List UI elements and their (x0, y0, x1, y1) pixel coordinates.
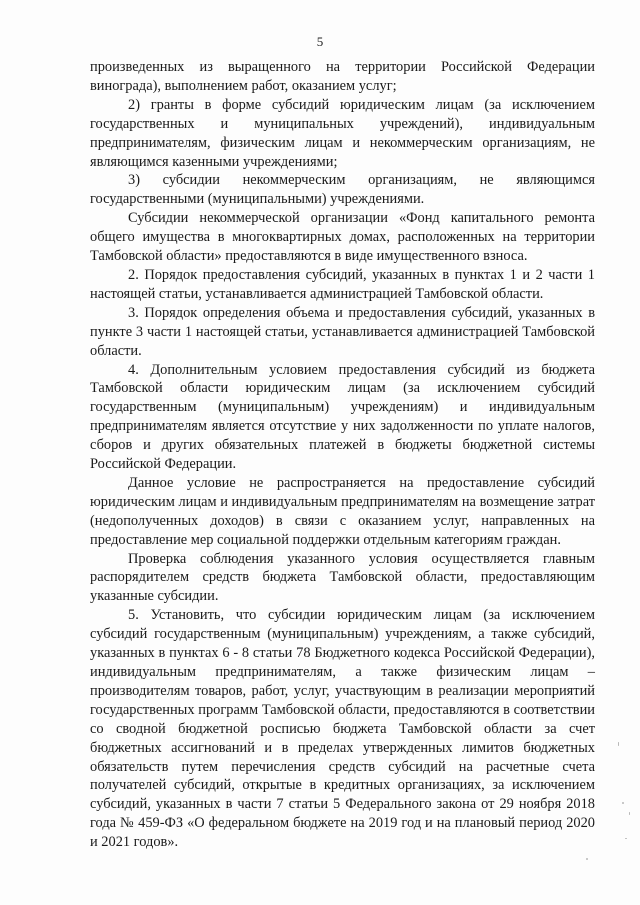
scan-mark (622, 802, 624, 804)
scan-mark (629, 812, 630, 815)
paragraph-section-4: 4. Дополнительным условием предоставления субсидий из бюджета Тамбовской области юридическим лицам (за исключением субсидий государственным (муниципальным) учреждениям) и индивидуальным предпринимателям является отсутствие у них задолженности по уплате налогов, сборов и других обязательных платежей в бюджеты бюджетной системы Российской Федерации. (90, 361, 595, 473)
paragraph-condition-exception: Данное условие не распространяется на предоставление субсидий юридическим лицам и индивидуальным предпринимателям на возмещение затрат (недополученных доходов) в связи с оказанием услуг, направленных на предоставление мер социальной поддержки отдельным категориям граждан. (90, 474, 595, 548)
paragraph-section-5: 5. Установить, что субсидии юридическим лицам (за исключением субсидий государственным (муниципальным) учреждениям, а также субсидий, указанных в пунктах 6 - 8 статьи 78 Бюджетного кодекса Российской Федерации), индивидуальным предпринимателям, а также физическим лицам – производителям товаров, работ, услуг, участвующим в реализации мероприятий государственных программ Тамбовской области, предоставляются в соответствии со сводной бюджетной росписью бюджета Тамбовской области за счет бюджетных ассигнований и в пределах утвержденных лимитов бюджетных обязательств путем перечисления средств субсидий на расчетные счета получателей субсидий, открытые в кредитных организациях, за исключением субсидий, указанных в части 7 статьи 5 Федерального закона от 29 ноября 2018 года № 459-ФЗ «О федеральном бюджете на 2019 год и на плановый период 2020 и 2021 годов». (90, 607, 595, 851)
scan-mark (586, 858, 588, 860)
scan-mark (625, 838, 627, 839)
paragraph-section-2: 2. Порядок предоставления субсидий, указанных в пунктах 1 и 2 части 1 настоящей статьи, устанавливается администрацией Тамбовской области. (90, 266, 595, 302)
page-number: 5 (316, 34, 324, 49)
paragraph-capital-repair-fund: Субсидии некоммерческой организации «Фонд капитального ремонта общего имущества в многоквартирных домах, расположенных на территории Тамбовской области» предоставляются в виде имущественного взноса. (90, 210, 595, 265)
paragraph-item-3-subsidies: 3) субсидии некоммерческим организациям, не являющимся государственными (муниципальными) учреждениями. (90, 172, 595, 208)
paragraph-section-3: 3. Порядок определения объема и предоставления субсидий, указанных в пункте 3 части 1 настоящей статьи, устанавливается администрацией Тамбовской области. (90, 304, 595, 359)
paragraph-continuation: произведенных из выращенного на территории Российской Федерации винограда), выполнением работ, оказанием услуг; (90, 59, 595, 94)
scan-mark (618, 742, 619, 746)
paragraph-condition-check: Проверка соблюдения указанного условия осуществляется главным распорядителем средств бюджета Тамбовской области, предоставляющим указанные субсидии. (90, 550, 595, 605)
paragraph-item-2-grants: 2) гранты в форме субсидий юридическим лицам (за исключением государственных и муниципальных учреждений), индивидуальным предпринимателям, физическим лицам и некоммерческим организациям, не являющимся казенными учреждениями; (90, 96, 595, 170)
document-body (90, 58, 595, 852)
